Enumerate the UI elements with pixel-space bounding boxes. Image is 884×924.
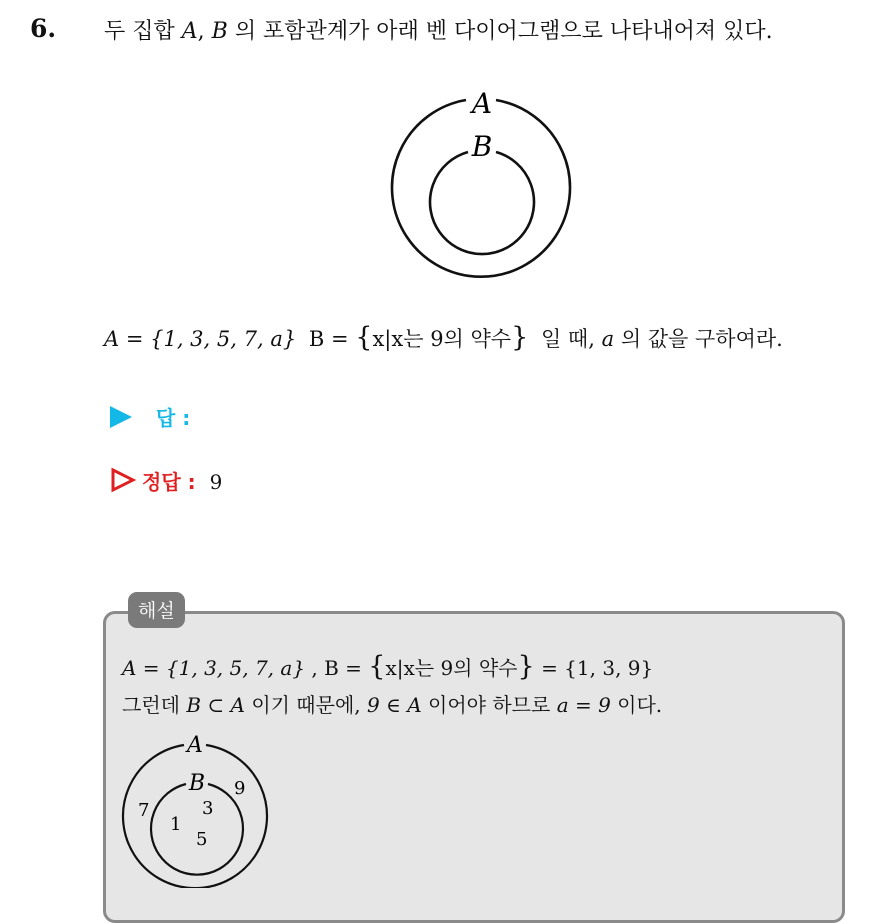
variable-a: a bbox=[601, 327, 615, 351]
venn-element: 5 bbox=[196, 829, 208, 850]
question-number: 6. bbox=[30, 14, 57, 43]
outline-triangle-icon bbox=[110, 467, 136, 493]
outer-label-a: A bbox=[471, 87, 493, 120]
exp-line2-mid2: 이어야 하므로 bbox=[428, 693, 551, 717]
inner-circle-b bbox=[430, 152, 534, 254]
inner-label-b: B bbox=[471, 130, 493, 163]
condition-suffix: 일 때, bbox=[540, 327, 595, 351]
venn-element: 1 bbox=[170, 814, 182, 835]
explanation-venn-diagram bbox=[118, 730, 272, 888]
explanation-line-1: A = {1, 3, 5, 7, a} , B = {x|x는 9의 약수} = {1, 3, 9} bbox=[122, 651, 654, 682]
answer-row bbox=[110, 402, 190, 431]
venn-element: 9 bbox=[234, 778, 246, 799]
explanation-line-2 bbox=[122, 689, 662, 718]
set-b-prefix: B = bbox=[308, 327, 349, 351]
exp-subset-relation: B ⊂ A bbox=[186, 693, 245, 717]
set-separator: , bbox=[197, 19, 205, 44]
set-b-body: x|x는 9의 약수 bbox=[372, 327, 512, 351]
exp-inner-label-b: B bbox=[188, 771, 206, 796]
exp-line2-prefix: 그런데 bbox=[122, 693, 180, 717]
exp-line2-end: 이다. bbox=[617, 693, 663, 717]
explanation-tag: 해설 bbox=[128, 592, 185, 628]
correct-answer-row bbox=[110, 466, 222, 495]
question-rest: 의 포함관계가 아래 벤 다이어그램으로 나타내어져 있다. bbox=[234, 19, 773, 44]
set-a-definition: A = {1, 3, 5, 7, a} bbox=[104, 327, 297, 351]
outer-circle-a bbox=[392, 100, 570, 277]
venn-element: 3 bbox=[202, 798, 214, 819]
question-condition: A = {1, 3, 5, 7, a} B = {x|x는 9의 약수} 일 때, a 의 값을 구하여라. bbox=[104, 322, 783, 353]
answer-label: 답 : bbox=[156, 406, 191, 430]
venn-element: 7 bbox=[138, 800, 150, 821]
exp-membership: 9 ∈ A bbox=[367, 693, 422, 717]
correct-answer-value: 9 bbox=[209, 470, 223, 494]
correct-answer-label: 정답 : bbox=[142, 470, 196, 494]
exp-set-b-prefix: , B = bbox=[311, 656, 362, 680]
question-ask: 의 값을 구하여라. bbox=[620, 327, 783, 351]
exp-result: a = 9 bbox=[556, 693, 611, 717]
question-text bbox=[104, 14, 773, 45]
set-b-symbol: B bbox=[211, 19, 228, 44]
question-prefix: 두 집합 bbox=[104, 19, 175, 44]
play-triangle-icon bbox=[110, 406, 132, 428]
exp-set-b-result: = {1, 3, 9} bbox=[541, 656, 654, 680]
exp-outer-label-a: A bbox=[187, 733, 203, 758]
exp-set-a-definition: A = {1, 3, 5, 7, a} bbox=[122, 656, 306, 680]
question-venn-diagram bbox=[386, 86, 576, 286]
set-a-symbol: A bbox=[181, 19, 198, 44]
exp-line2-mid: 이기 때문에, bbox=[251, 693, 361, 717]
exp-set-b-body: x|x는 9의 약수 bbox=[385, 656, 518, 680]
